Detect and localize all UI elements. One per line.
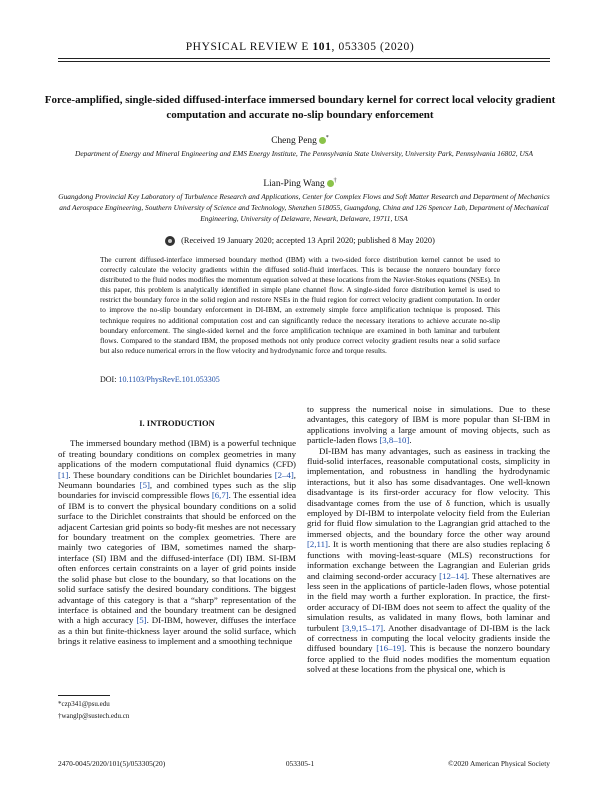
author-2-name[interactable]: Lian-Ping Wang: [263, 179, 325, 190]
citation-link[interactable]: [2,11]: [307, 539, 328, 550]
citation-link[interactable]: [5]: [139, 480, 150, 491]
citation-link[interactable]: [12–14]: [439, 570, 468, 581]
author-2: [0, 178, 600, 189]
footer-issn: 2470-0045/2020/101(5)/053305(20): [58, 759, 166, 768]
abstract: The current diffused-interface immersed boundary method (IBM) with a two-sided force distribution kernel cannot be used to correctly calculate the velocity gradients within the diffused solid-fluid interfaces. This is because the nonzero boundary force distributed to the fluid nodes modifies the momentum equation solved at these locations from the Navier-Stokes equations (NSEs). In this paper, this problem is analytically identified in simple plane channel flow. A single-sided force distribution kernel is used to restrict the boundary force in the solid region and restore NSEs in the fluid region for correct velocity gradient computation. In order to improve the no-slip boundary enforcement in DI-IBM, an extremely simple force amplification technique is proposed. This technique requires no additional computation cost and can significantly reduce the necessary iterations to achieve accurate no-slip boundary enforcement. The single-sided kernel and the force amplification technique are examined in both laminar and turbulent flows. Compared to the standard IBM, the proposed methods not only produce correct velocity gradient results near a solid surface but also reduce numerical errors in the flow velocity and hydrodynamic force and torque results.: [100, 255, 500, 355]
footnote-rule: [58, 695, 110, 696]
journal-volume: 101: [312, 41, 332, 53]
journal-header: [0, 41, 600, 53]
orcid-icon[interactable]: [327, 180, 334, 187]
author-1-mark: *: [325, 135, 329, 141]
footer-page: 053305-1: [285, 759, 315, 768]
footer-copyright: ©2020 American Physical Society: [448, 759, 550, 768]
author-2-mark: †: [333, 178, 337, 184]
citation-link[interactable]: [3,8–10]: [379, 435, 410, 446]
author-1-name[interactable]: Cheng Peng: [271, 136, 317, 147]
intro-paragraph-2: DI-IBM has many advantages, such as easiness in tracking the fluid-solid interfaces, reasonable computational costs, simplicity in implementation, and robustness in handling the hydrodynamic interactions, but it also has some disadvantages. One well-known disadvantage is its first-order accuracy for flow velocity. This disadvantage comes from the use of δ function, which is usually employed by DI-IBM to interpolate velocity field from the Eulerian grid for fluid flow simulation to the Lagrangian grid attached to the immersed objects, and the boundary force the other way around [2,11]. It is worth mentioning that there are also studies replacing δ functions with moving-least-square (MLS) reconstructions for information exchange between the Lagrangian and Eulerian grids and claiming second-order accuracy [12–14]. These alternatives are less seen in the applications of particle-laden flows, whose potential in the field may worth a further exploration. In practice, the first-order accuracy of DI-IBM does not seem to affect the quality of the simulation results, as validated in many flows, both laminar and turbulent [3,9,15–17]. Another disadvantage of DI-IBM is the lack of correctness in computing the local velocity gradients inside the diffused boundary [16–19]. This is because the nonzero boundary force applied to the fluid nodes modifies the momentum equation solved at these locations from the physical one, which is: [307, 445, 551, 675]
paper-title: Force-amplified, single-sided diffused-interface immersed boundary kernel for correct local velocity gradient computation and accurate no-slip boundary enforcement: [44, 94, 556, 121]
article-number: , 053305 (2020): [331, 41, 415, 53]
citation-link[interactable]: [5]: [136, 615, 147, 626]
footnote-1[interactable]: *czp341@psu.edu: [58, 700, 110, 708]
orcid-icon[interactable]: [319, 137, 326, 144]
footnote-2[interactable]: †wanglp@sustech.edu.cn: [58, 712, 130, 720]
affiliation-1: Department of Energy and Mineral Engineering and EMS Energy Institute, The Pennsylvania State University, University Park, Pennsylvania 16802, USA: [75, 149, 533, 158]
doi-label: DOI:: [100, 375, 117, 384]
left-column: [58, 418, 296, 647]
citation-link[interactable]: [1]: [58, 469, 69, 480]
affiliation-2: Guangdong Provincial Key Laboratory of Turbulence Research and Applications, Center for Complex Flows and Soft Matter Research and Department of Mechanics and Aerospace Engineering, Southern University of Science and Technology, Shenzhen 518055, Guangdong, China and 126 Spencer Lab, Department of Mechanical Engineering, University of Delaware, Newark, Delaware, 19711, USA: [58, 192, 550, 223]
right-column: [307, 404, 550, 675]
header-rule-top: [58, 58, 550, 59]
citation-link[interactable]: [6,7]: [211, 490, 229, 501]
citation-link[interactable]: [2–4]: [274, 469, 294, 480]
doi: [100, 375, 220, 384]
citation-link[interactable]: [3,9,15–17]: [342, 622, 384, 633]
intro-paragraph-1-cont: to suppress the numerical noise in simulations. Due to these advantages, this category of IBM is more popular than SI-IBM in applications involving a large amount of moving objects, such as particle-laden flows [3,8–10].: [307, 404, 550, 446]
intro-paragraph-1: The immersed boundary method (IBM) is a powerful technique of treating boundary conditions on complex geometries in many applications of the modern computational fluid dynamics (CFD) [1]. These boundary conditions can be Dirichlet boundaries [2–4], Neumann boundaries [5], and combined types such as the slip boundaries for inviscid compressible flows [6,7]. The essential idea of IBM is to convert the physical boundary conditions on a solid surface to the Dirichlet constraints that should be enforced on the adjacent Cartesian grid points so body-fit meshes are not necessary for boundary treatment on the complex geometries. There are mainly two categories of IBM, sometimes named the sharp-interface (SI) IBM and the diffused-interface (DI) IBM. SI-IBM often enforces certain constraints on a layer of grid points inside the solid phase but close to the boundary, so that locations on the solid surface satisfy the desired boundary conditions. The biggest advantage of this category is that a “sharp” representation of the interface is obtained and the boundary treatment can be designed with a high accuracy [5]. DI-IBM, however, diffuses the interface as a thin but finite-thickness layer around the solid surface, which brings it relative easiness to implement and a smoothing technique: [58, 438, 297, 647]
citation-link[interactable]: [16–19]: [376, 643, 405, 654]
doi-link[interactable]: 10.1103/PhysRevE.101.053305: [118, 375, 220, 384]
received-text: (Received 19 January 2020; accepted 13 April 2020; published 8 May 2020): [181, 236, 435, 245]
author-1: [0, 135, 600, 146]
section-heading: I. INTRODUCTION: [139, 418, 215, 428]
crossmark-icon[interactable]: [165, 236, 175, 246]
journal-name: PHYSICAL REVIEW E: [185, 41, 309, 53]
header-rule-bottom: [58, 61, 550, 62]
received-dates: [0, 236, 600, 246]
